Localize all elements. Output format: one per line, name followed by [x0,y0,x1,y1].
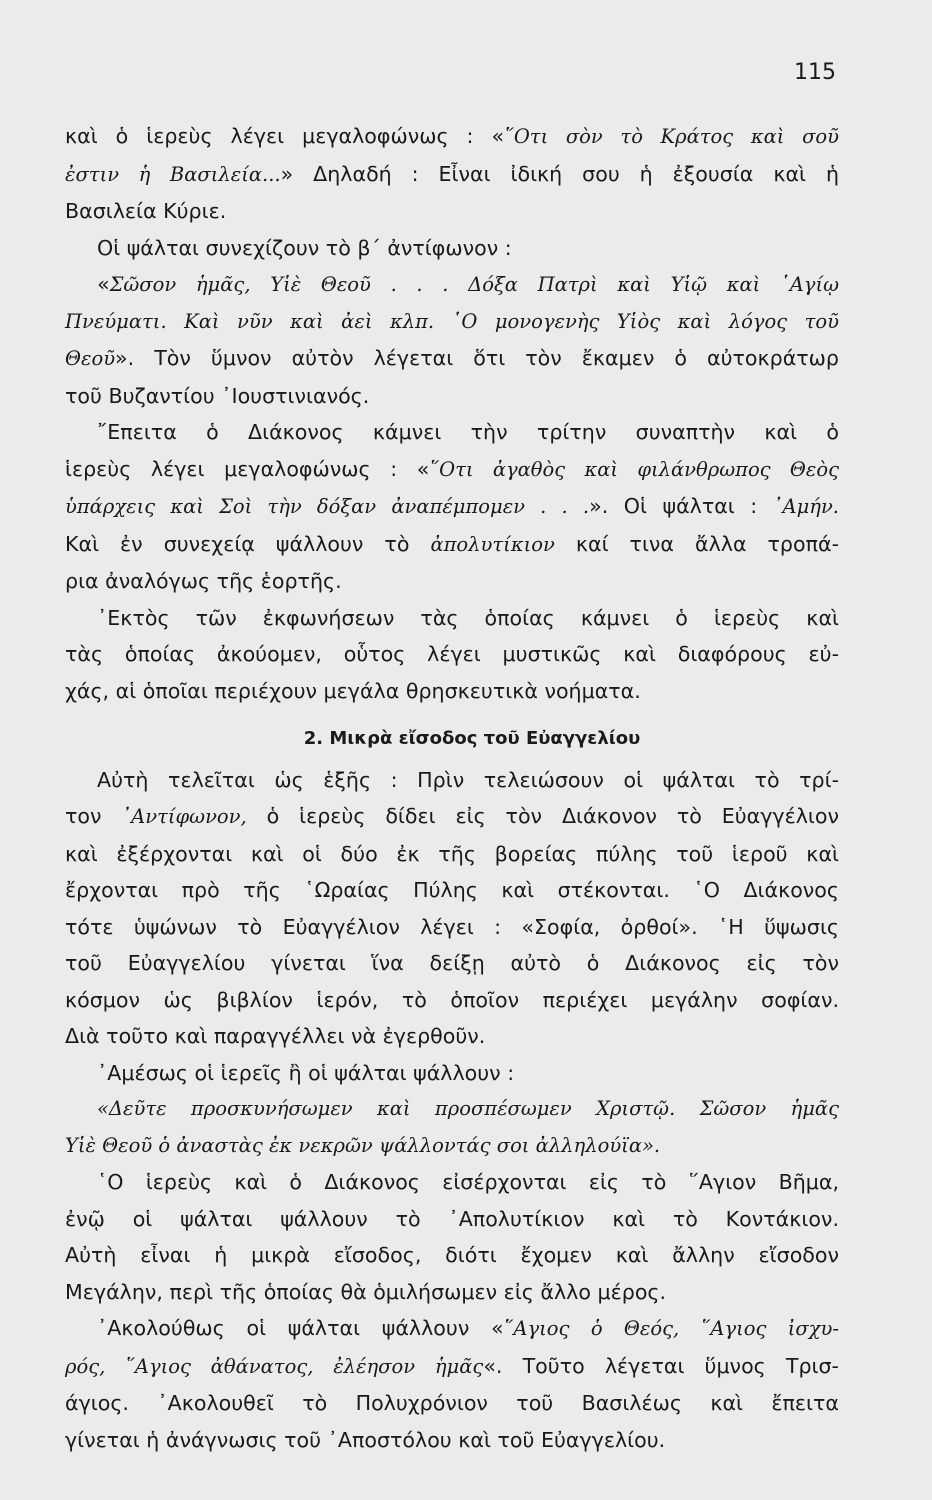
text-run: « [97,272,110,296]
text-line: ρια ἀναλόγως τῆς ἑορτῆς. [65,569,342,593]
page-number: 115 [794,60,836,85]
body-text [65,118,839,1458]
text-line: ᾿Αμέσως οἱ ἱερεῖς ἢ οἱ ψάλται ψάλλουν : [97,1060,515,1085]
text-line: γίνεται ἡ ἀνάγνωσις τοῦ ᾿Αποστόλου καὶ τοῦ Εὐαγγελίου. [65,1427,666,1452]
text-line: Αὐτὴ εἶναι ἡ μικρὰ εἴσοδος, διότι ἔχομεν καὶ ἄλλην εἴσοδον [65,1243,839,1267]
text-line [65,798,839,836]
italic-run: ὑπάρχεις καὶ Σοὶ τὴν δόξαν ἀναπέμπομεν . . . [65,495,590,518]
text-run: ἱερεὺς λέγει μεγαλοφώνως : « [65,456,430,481]
italic-run: ἐστιν ἡ Βασιλεία... [65,162,281,186]
text-line [65,340,839,378]
italic-run: ᾿Αντίφωνον, [121,805,247,828]
italic-run: ᾿Αμήν. [772,495,839,518]
text-run: ». Τὸν ὕμνον αὐτὸν λέγεται ὅτι τὸν ἔκαμεν ὁ αὐτοκράτωρ [115,346,839,370]
text-line: τότε ὑψώνων τὸ Εὐαγγέλιον λέγει : «Σοφία, ὀρθοί». ῾Η ὕψωσις [65,914,839,939]
text-line: Μεγάλην, περὶ τῆς ὁποίας θὰ ὁμιλήσωμεν εἰς ἄλλο μέρος. [65,1279,667,1304]
italic-run: Σῶσον ἡμᾶς, Υἱὲ Θεοῦ . . . Δόξα Πατρὶ καὶ Υἱῷ καὶ ῾Αγίῳ [109,273,839,296]
text-run: «. Τοῦτο λέγεται ὕμνος Τρισ- [483,1353,839,1378]
text-line: Υἱὲ Θεοῦ ὁ ἀναστὰς ἐκ νεκρῶν ψάλλοντάς σοι ἀλληλούϊα». [65,1133,661,1157]
text-line [65,1348,839,1386]
text-line: ᾿Εκτὸς τῶν ἐκφωνήσεων τὰς ὁποίας κάμνει ὁ ἱερεὺς καὶ [97,605,839,630]
text-run: » Δηλαδή : Εἶναι ἰδική σου ἡ ἐξουσία καὶ ἡ [280,161,839,186]
text-run: Καὶ ἐν συνεχείᾳ ψάλλουν τὸ [65,531,431,556]
text-line: ῾Ο ἱερεὺς καὶ ὁ Διάκονος εἰσέρχονται εἰς τὸ ῞Αγιον Βῆμα, [97,1170,839,1194]
italic-run: ῞Αγιος ὁ Θεός, ῞Αγιος ἰσχυ- [503,1317,839,1340]
text-run: καί τινα ἄλλα τροπά- [554,531,840,556]
italic-run: ῞Οτι ἀγαθὸς καὶ φιλάνθρωπος Θεὸς [429,457,839,481]
text-run: τον [65,804,122,828]
text-line: Διὰ τοῦτο καὶ παραγγέλλει νὰ ἐγερθοῦν. [65,1024,486,1048]
italic-run: ἀπολυτίκιον [430,532,555,556]
text-line: τοῦ Εὐαγγελίου γίνεται ἵνα δείξῃ αὐτὸ ὁ Διάκονος εἰς τὸν [65,951,839,975]
text-run: καὶ ὁ ἱερεὺς λέγει μεγαλοφώνως : « [65,124,505,148]
text-line: Βασιλεία Κύριε. [65,199,227,223]
section-heading: 2. Μικρὰ εἴσοδος τοῦ Εὐαγγελίου [303,728,641,749]
italic-run: ρός, ῞Αγιος ἀθάνατος, ἐλέησον ἡμᾶς [65,1354,484,1378]
text-line: άγιος. ᾿Ακολουθεῖ τὸ Πολυχρόνιον τοῦ Βασιλέως καὶ ἔπειτα [65,1391,839,1415]
text-line: κόσμον ὡς βιβλίον ἱερόν, τὸ ὁποῖον περιέχει μεγάλην σοφίαν. [65,987,839,1012]
text-run: ». Οἱ ψάλται : [589,494,773,518]
italic-run: ῞Οτι σὸν τὸ Κράτος καὶ σοῦ [504,125,839,148]
text-line: ῎Επειτα ὁ Διάκονος κάμνει τὴν τρίτην συναπτὴν καὶ ὁ [97,420,839,444]
text-run: ᾿Ακολούθως οἱ ψάλται ψάλλουν « [97,1316,504,1340]
text-line [65,526,839,564]
text-line: καὶ ἐξέρχονται καὶ οἱ δύο ἐκ τῆς βορείας πύλης τοῦ ἱεροῦ καὶ [65,841,839,866]
text-line: Αὐτὴ τελεῖται ὡς ἑξῆς : Πρὶν τελειώσουν οἱ ψάλται τὸ τρί- [97,767,839,792]
text-line: τὰς ὁποίας ἀκούομεν, οὗτος λέγει μυστικῶς καὶ διαφόρους εὐ- [65,642,839,666]
text-line [65,451,839,489]
text-line: Οἱ ψάλται συνεχίζουν τὸ β΄ ἀντίφωνον : [97,235,512,260]
text-line: Πνεύματι. Καὶ νῦν καὶ ἀεὶ κλπ. ῾Ο μονογενὴς Υἱὸς καὶ λόγος τοῦ [65,309,839,333]
text-line: ἔρχονται πρὸ τῆς ῾Ωραίας Πύλης καὶ στέκονται. ῾Ο Διάκονος [65,878,839,902]
text-line: ἐνῷ οἱ ψάλται ψάλλουν τὸ ᾿Απολυτίκιον καὶ τὸ Κοντάκιον. [65,1206,839,1231]
text-run: ὁ ἱερεὺς δίδει εἰς τὸν Διάκονον τὸ Εὐαγγέλιον [246,804,839,828]
text-line: τοῦ Βυζαντίου ᾿Ιουστινιανός. [65,383,370,408]
text-line: «Δεῦτε προσκυνήσωμεν καὶ προσπέσωμεν Χριστῷ. Σῶσον ἡμᾶς [97,1097,839,1120]
text-line: χάς, αἱ ὁποῖαι περιέχουν μεγάλα θρησκευτικὰ νοήματα. [65,678,641,703]
italic-run: Θεοῦ [65,347,116,370]
text-line [65,266,839,304]
text-line [65,156,839,194]
text-line [65,118,839,156]
text-line [65,1310,839,1348]
text-line [65,488,839,526]
